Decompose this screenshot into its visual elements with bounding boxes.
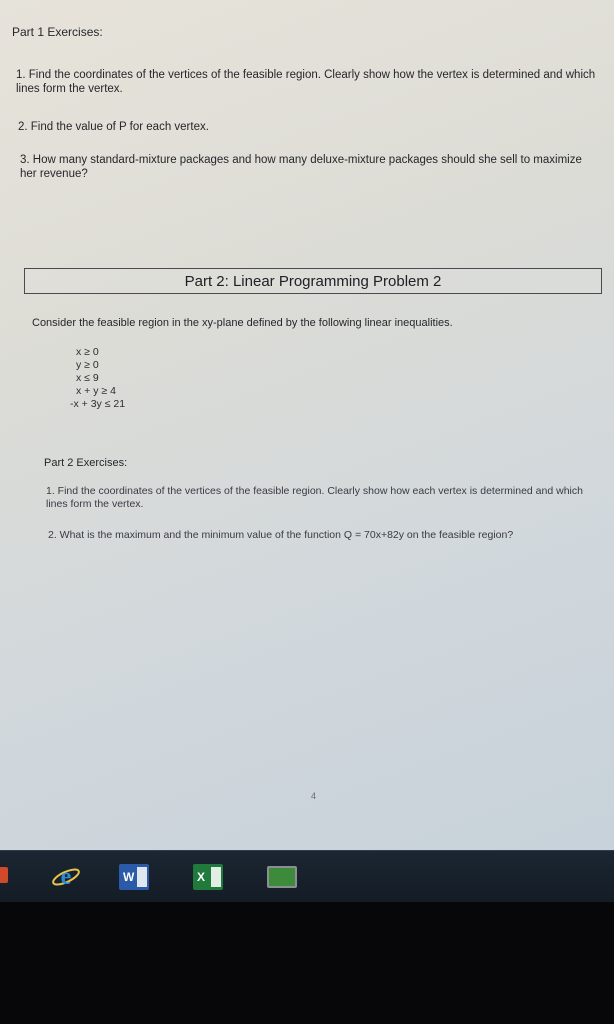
monitor-bezel [0, 902, 614, 1024]
internet-explorer-glyph [51, 862, 81, 892]
part1-heading: Part 1 Exercises: [12, 25, 103, 39]
inequality: x ≥ 0 [76, 346, 99, 358]
part2-exercises-heading: Part 2 Exercises: [44, 457, 128, 469]
word-icon[interactable] [118, 861, 150, 893]
document-glyph [137, 867, 147, 887]
green-app-tile [267, 866, 297, 888]
part1-exercise-3: 3. How many standard-mixture packages and how many deluxe-mixture packages should she sell to maximize her revenue? [20, 154, 582, 180]
internet-explorer-icon[interactable] [50, 861, 82, 893]
taskbar [0, 850, 614, 903]
svg-text:e: e [60, 864, 72, 890]
part2-exercise-2: 2. What is the maximum and the minimum value of the function Q = 70x+82y on the feasible region? [48, 529, 514, 541]
part1-exercise-2: 2. Find the value of P for each vertex. [18, 121, 209, 133]
green-app-icon[interactable] [266, 861, 298, 893]
page-number: 4 [311, 791, 317, 801]
excel-tile [193, 864, 223, 890]
part2-title: Part 2: Linear Programming Problem 2 [184, 273, 442, 290]
inequality: y ≥ 0 [76, 359, 99, 371]
inequality-list [70, 346, 126, 411]
inequality: x ≤ 9 [76, 372, 99, 384]
inequality: -x + 3y ≤ 21 [70, 398, 126, 410]
part2-exercise-1: 1. Find the coordinates of the vertices of the feasible region. Clearly show how each vertex is determined and which lines form the vertex. [46, 485, 583, 510]
start-button-edge[interactable] [0, 867, 8, 883]
part2-intro: Consider the feasible region in the xy-plane defined by the following linear inequalities. [32, 317, 453, 329]
word-tile [119, 864, 149, 890]
part2-title-box [24, 268, 602, 294]
word-letter: W [123, 870, 135, 884]
excel-icon[interactable] [192, 861, 224, 893]
part1-exercise-1: 1. Find the coordinates of the vertices of the feasible region. Clearly show how the vertex is determined and which lines form the vertex. [16, 69, 596, 95]
inequality: x + y ≥ 4 [76, 385, 116, 397]
excel-letter: X [197, 870, 206, 884]
spreadsheet-glyph [211, 867, 221, 887]
